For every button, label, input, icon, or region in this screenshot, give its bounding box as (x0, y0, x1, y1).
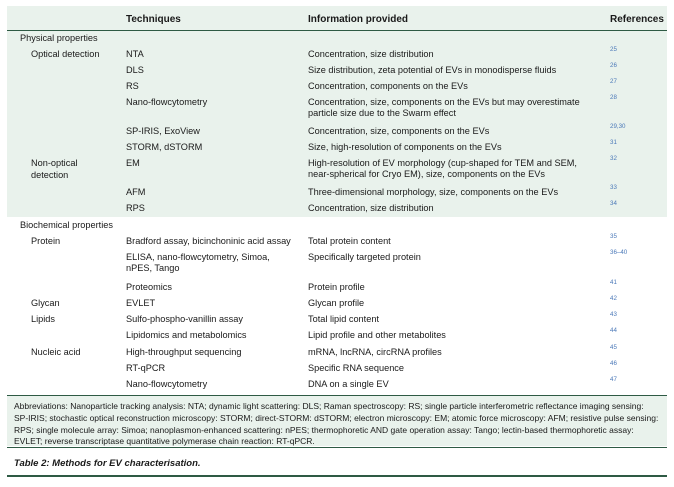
caption-rule (7, 447, 667, 448)
row-technique: High-throughput sequencing (126, 347, 242, 357)
row-info: Size distribution, zeta potential of EVs in monodisperse fluids (308, 65, 557, 75)
header-information: Information provided (308, 14, 408, 25)
row-info: Three-dimensional morphology, size, components on the EVs (308, 187, 559, 197)
row-technique: NTA (126, 49, 144, 59)
row-reference[interactable]: 45 (610, 344, 617, 351)
row-reference[interactable]: 31 (610, 139, 617, 146)
row-reference[interactable]: 29,30 (610, 123, 626, 130)
row-technique: DLS (126, 65, 144, 75)
row-reference[interactable]: 27 (610, 78, 617, 85)
row-technique: SP-IRIS, ExoView (126, 126, 200, 136)
row-technique: RT-qPCR (126, 363, 166, 373)
category-lipids: Lipids (31, 314, 56, 324)
bottom-rule (7, 475, 667, 477)
row-info: Specifically targeted protein (308, 252, 421, 262)
row-reference[interactable]: 28 (610, 94, 617, 101)
category-nucleic-acid: Nucleic acid (31, 347, 81, 357)
row-technique: EVLET (126, 298, 156, 308)
row-info: Size, high-resolution of components on the EVs (308, 142, 502, 152)
row-reference[interactable]: 47 (610, 376, 617, 383)
header-rule (7, 30, 667, 31)
row-reference[interactable]: 35 (610, 233, 617, 240)
category-glycan: Glycan (31, 298, 60, 308)
row-info: Concentration, size, components on the EVs (308, 126, 490, 136)
row-technique: Lipidomics and metabolomics (126, 330, 247, 340)
section-biochemical: Biochemical properties (20, 220, 113, 230)
row-technique: STORM, dSTORM (126, 142, 203, 152)
row-reference[interactable]: 41 (610, 279, 617, 286)
abbreviations-note: Abbreviations: Nanoparticle tracking analysis: NTA; dynamic light scattering: DLS; Raman spectroscopy: RS; single particle interferometric reflectance imaging sensing: SP-IRIS; stochastic optical reconstruction microscopy: STORM; direct-STORM: dSTORM; electron microscopy: EM; atomic force microscopy: AFM; resistive pulse sensing: RPS; single molecule array: Simoa; nanoplasmon-enhanced scattering: nPES; thermophoretic AND gate operation assay: Tango; lectin-based thermophoretic assay: EVLET; reverse transcriptase quantitative polymerase chain reaction: RT-qPCR. (14, 401, 659, 447)
row-technique: Proteomics (126, 282, 172, 292)
row-technique: Bradford assay, bicinchoninic acid assay (126, 236, 291, 246)
row-technique: RPS (126, 203, 145, 213)
table-caption: Table 2: Methods for EV characterisation. (14, 458, 201, 469)
section-physical: Physical properties (20, 33, 98, 43)
row-reference[interactable]: 42 (610, 295, 617, 302)
category-nonoptical-line2: detection (31, 170, 69, 180)
row-info: Concentration, size distribution (308, 203, 434, 213)
row-reference[interactable]: 25 (610, 46, 617, 53)
row-reference[interactable]: 44 (610, 327, 617, 334)
row-technique: RS (126, 81, 139, 91)
row-info: Specific RNA sequence (308, 363, 405, 373)
abbreviations-rule (7, 395, 667, 396)
row-info: Concentration, size distribution (308, 49, 434, 59)
row-info: mRNA, lncRNA, circRNA profiles (308, 347, 442, 357)
row-technique: ELISA, nano-flowcytometry, Simoa, nPES, Tango (126, 252, 270, 274)
row-info: Total lipid content (308, 314, 379, 324)
row-technique: Sulfo-phospho-vanillin assay (126, 314, 243, 324)
row-reference[interactable]: 33 (610, 184, 617, 191)
row-reference[interactable]: 32 (610, 155, 617, 162)
header-references: References (610, 14, 664, 25)
row-reference[interactable]: 34 (610, 200, 617, 207)
row-technique: EM (126, 158, 140, 168)
row-info: Glycan profile (308, 298, 365, 308)
row-info: DNA on a single EV (308, 379, 389, 389)
row-reference[interactable]: 36–40 (610, 249, 628, 256)
row-reference[interactable]: 46 (610, 360, 617, 367)
row-technique: AFM (126, 187, 146, 197)
category-optical: Optical detection (31, 49, 100, 59)
row-reference[interactable]: 26 (610, 62, 617, 69)
category-nonoptical-line1: Non-optical (31, 158, 78, 168)
row-technique: Nano-flowcytometry (126, 379, 208, 389)
row-info: Concentration, size, components on the EVs but may overestimate particle size due to the Swarm effect (308, 97, 580, 119)
row-info: Lipid profile and other metabolites (308, 330, 446, 340)
row-info: High-resolution of EV morphology (cup-shaped for TEM and SEM, near-spherical for Cryo EM), size, components on the EVs (308, 158, 577, 180)
row-reference[interactable]: 43 (610, 311, 617, 318)
row-info: Protein profile (308, 282, 365, 292)
category-protein: Protein (31, 236, 61, 246)
header-techniques: Techniques (126, 14, 181, 25)
row-technique: Nano-flowcytometry (126, 97, 208, 107)
row-info: Total protein content (308, 236, 391, 246)
row-info: Concentration, components on the EVs (308, 81, 468, 91)
